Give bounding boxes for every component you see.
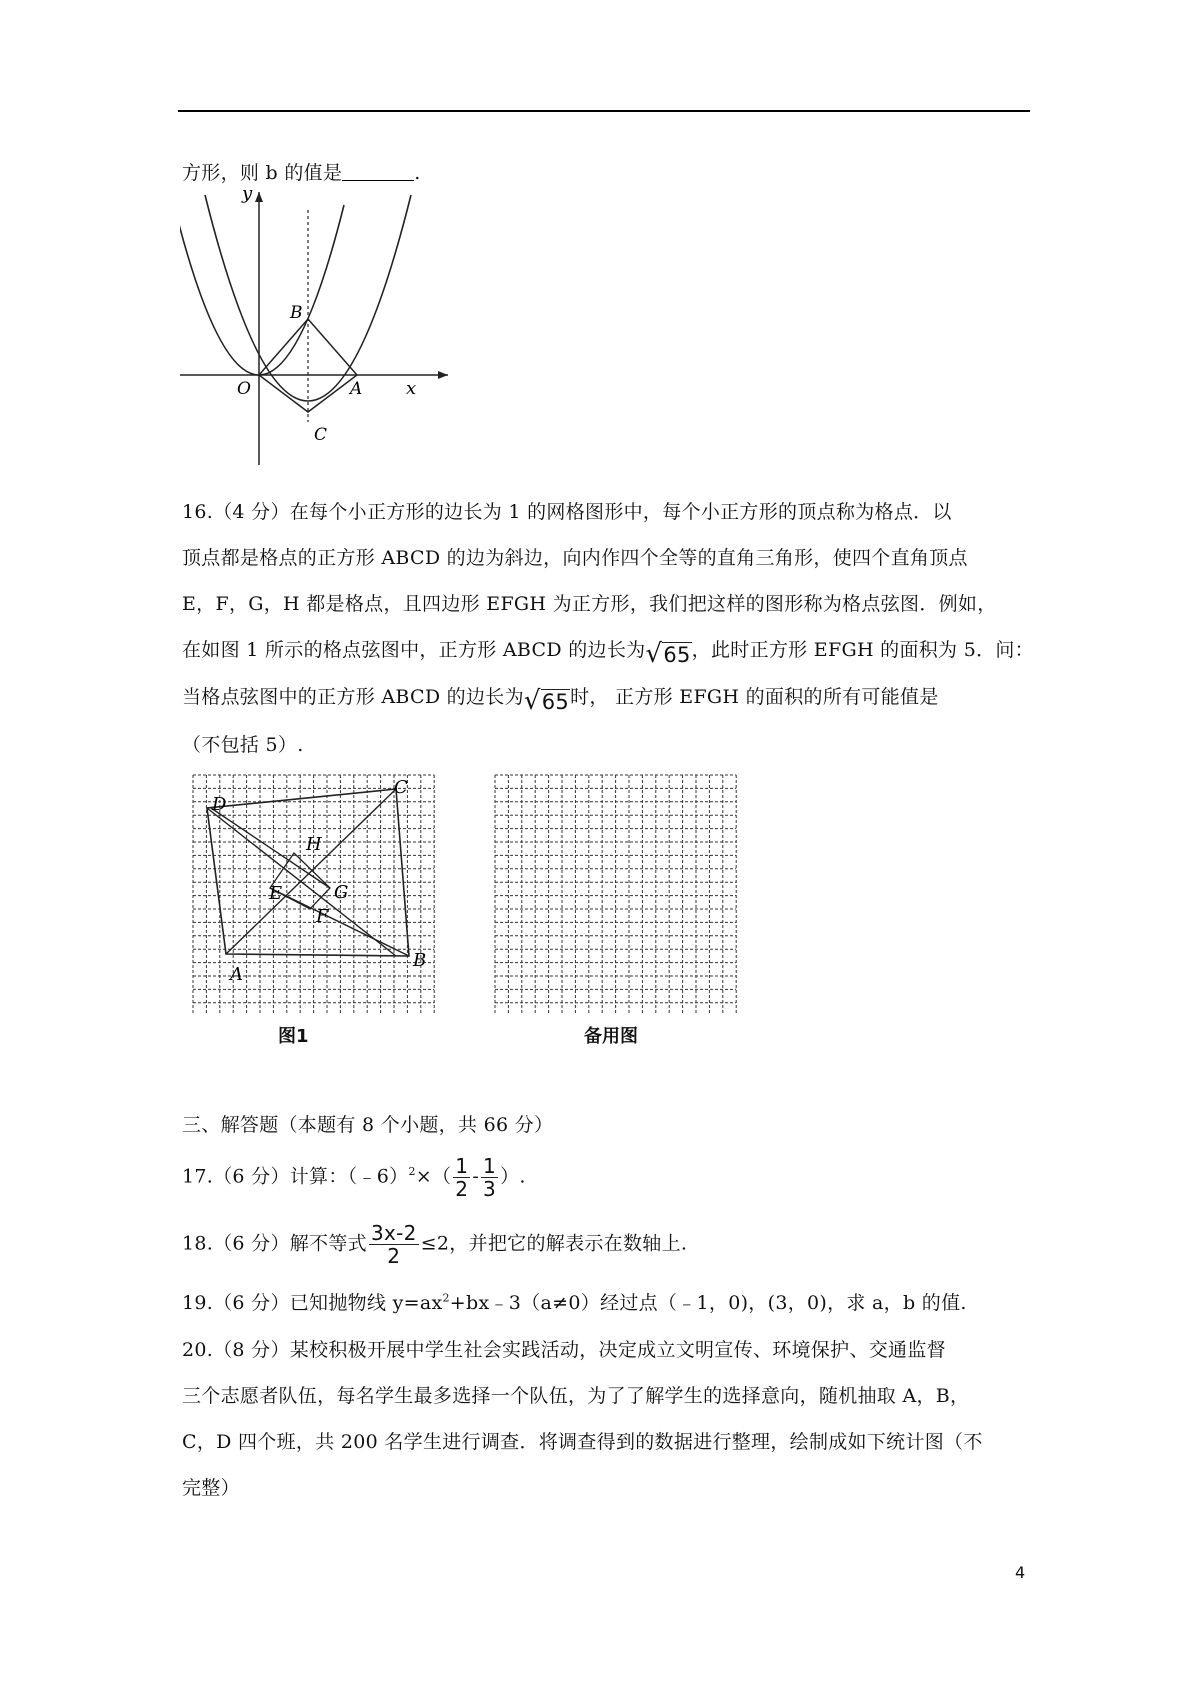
q16-line6: （不包括 5）. — [182, 734, 304, 756]
page-number: 4 — [1015, 1563, 1026, 1582]
point-B-label: B — [290, 303, 303, 323]
q20-line1: 20.（8 分）某校积极开展中学生社会实践活动，决定成立文明宣传、环境保护、交通监督 — [182, 1339, 946, 1361]
answer-blank — [342, 162, 414, 181]
q20-line4: 完整） — [182, 1477, 240, 1499]
caption-fig1: 图1 — [278, 1026, 309, 1047]
x-axis-label: x — [406, 378, 417, 399]
label-C: C — [394, 777, 408, 798]
caption-spare: 备用图 — [584, 1026, 638, 1047]
q16-line4: 在如图 1 所示的格点弦图中，正方形 ABCD 的边长为 √ 65 ，此时正方形 EFGH 的面积为 5．问： — [182, 639, 1034, 669]
point-C-label: C — [314, 425, 328, 445]
label-G: G — [334, 882, 349, 903]
label-E: E — [269, 883, 283, 904]
label-D: D — [212, 794, 227, 815]
point-O-label: O — [237, 379, 251, 399]
grid-figure-spare — [490, 770, 740, 1015]
q17: 17.（6 分）计算：（﹣6）$^2$×（ $\frac{1}{2}$ - $\frac{1}{3}$ ）. — [182, 1154, 526, 1201]
q16-line1: 16.（4 分）在每个小正方形的边长为 1 的网格图形中，每个小正方形的顶点称为格点．以 — [182, 501, 952, 523]
label-F: F — [316, 906, 329, 927]
q20-line3: C，D 四个班，共 200 名学生进行调查．将调查得到的数据进行整理，绘制成如下统计图（不 — [182, 1431, 983, 1453]
sqrt-65: √ 65 — [523, 686, 570, 716]
q20-line2: 三个志愿者队伍，每名学生最多选择一个队伍，为了了解学生的选择意向，随机抽取 A，B， — [182, 1385, 970, 1407]
q16-line5: 当格点弦图中的正方形 ABCD 的边长为 √ 65 时， 正方形 EFGH 的面积的所有可能值是 — [182, 686, 939, 716]
q16-line2: 顶点都是格点的正方形 ABCD 的边为斜边，向内作四个全等的直角三角形，使四个直角顶点 — [182, 547, 968, 569]
label-H: H — [306, 834, 322, 855]
label-B: B — [413, 950, 427, 971]
header-rule — [178, 110, 1030, 112]
q15-tail: 方形，则 b 的值是 . — [182, 162, 421, 184]
parabola-figure — [180, 190, 450, 470]
grid-figure-1 — [188, 770, 438, 1015]
sqrt-65: √ 65 — [645, 639, 691, 669]
point-A-label: A — [350, 379, 363, 399]
section3-heading: 三、解答题（本题有 8 个小题，共 66 分） — [182, 1114, 554, 1136]
fraction-1-2: $\frac{1}{2}$ — [455, 1154, 469, 1201]
q18: 18.（6 分）解不等式 $\frac{3x-2}{2}$ ≤2，并把它的解表示在数轴上. — [182, 1221, 688, 1268]
q19: 19.（6 分）已知抛物线 $y=ax^2+bx﹣3(a\ne 0)$经过点（﹣1，0)，(3，0)，求 a，b 的值. — [182, 1291, 967, 1314]
fraction-1-3: $\frac{1}{3}$ — [483, 1154, 497, 1201]
label-A: A — [230, 964, 243, 985]
fraction-3x-2-over-2: $\frac{3x-2}{2}$ — [370, 1221, 417, 1268]
y-axis-label: y — [242, 190, 253, 204]
q16-line3: E，F，G，H 都是格点，且四边形 EFGH 为正方形，我们把这样的图形称为格点弦图．例如， — [182, 593, 997, 615]
